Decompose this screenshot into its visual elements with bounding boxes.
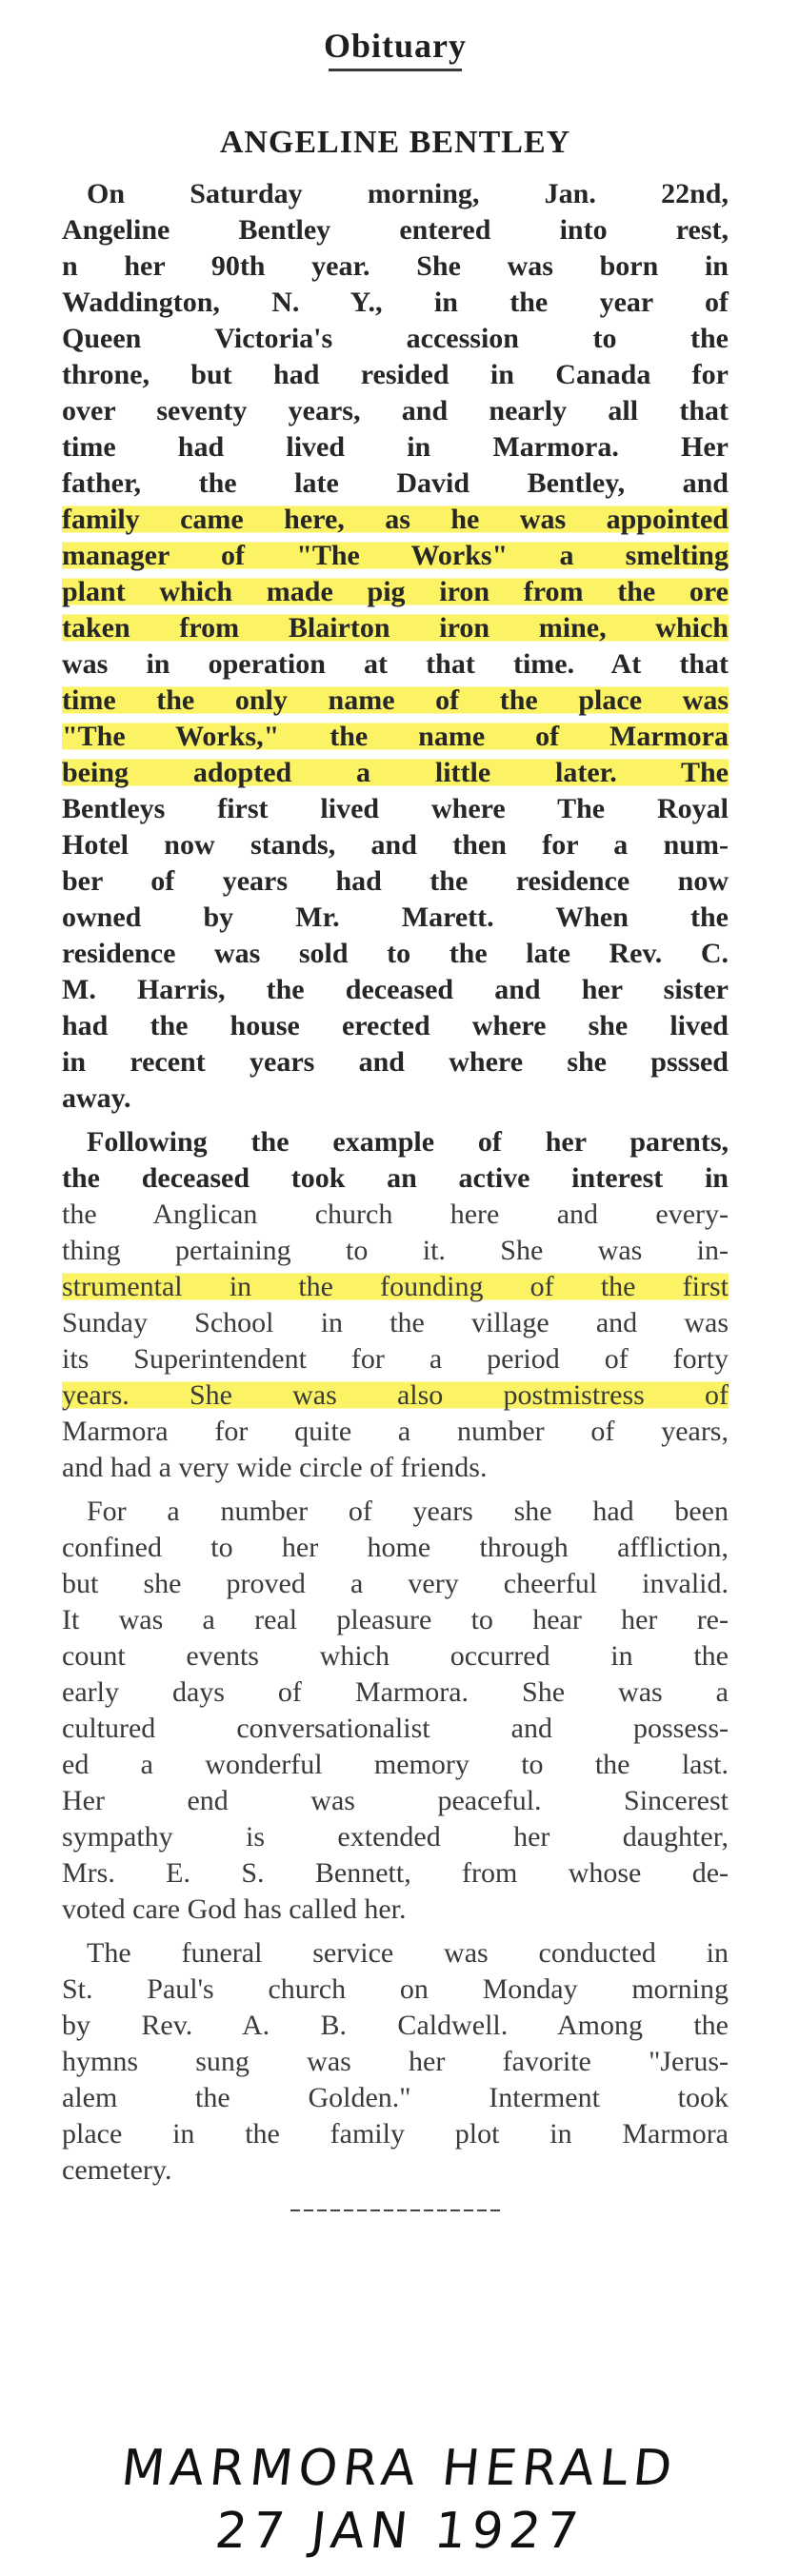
line-text: Mrs. E. S. Bennett, from whose de- — [62, 1857, 729, 1889]
text-line — [62, 538, 729, 574]
handwritten-date: 27 JAN 1927 — [212, 2503, 587, 2560]
text-line — [62, 1602, 729, 1638]
text-line — [62, 1674, 729, 1711]
line-text: father, the late David Bentley, and — [62, 467, 729, 499]
text-line — [62, 1566, 729, 1602]
highlighted-text: years. She was also postmistress of — [62, 1379, 729, 1411]
text-line — [62, 321, 729, 357]
line-text: Marmora for quite a number of years, — [62, 1416, 729, 1447]
line-text: Following the example of her parents, — [87, 1126, 729, 1158]
line-text: owned by Mr. Marett. When the — [62, 902, 729, 933]
line-text: n her 90th year. She was born in — [62, 250, 729, 282]
line-text: M. Harris, the deceased and her sister — [62, 974, 729, 1005]
line-text: Queen Victoria's accession to the — [62, 323, 729, 354]
text-line — [62, 1197, 729, 1233]
line-text: alem the Golden." Interment took — [62, 2082, 729, 2113]
line-text: early days of Marmora. She was a — [62, 1676, 729, 1708]
line-text: Waddington, N. Y., in the year of — [62, 287, 729, 318]
line-text: in recent years and where she psssed — [62, 1046, 729, 1078]
paragraph — [62, 1935, 729, 2189]
text-line — [62, 1341, 729, 1377]
line-text: Angeline Bentley entered into rest, — [62, 214, 729, 246]
text-line — [62, 1377, 729, 1414]
text-line — [62, 646, 729, 683]
text-line — [62, 1233, 729, 1269]
line-text: thing pertaining to it. She was in- — [62, 1235, 729, 1266]
text-line — [62, 502, 729, 538]
line-text: It was a real pleasure to hear her re- — [62, 1604, 729, 1635]
text-line — [62, 1269, 729, 1305]
line-text: hymns sung was her favorite "Jerus- — [62, 2046, 729, 2077]
line-text: sympathy is extended her daughter, — [62, 1821, 729, 1853]
line-text: ber of years had the residence now — [62, 865, 729, 897]
newspaper-clipping — [62, 17, 729, 2397]
line-text: time had lived in Marmora. Her — [62, 431, 729, 463]
text-line — [62, 1494, 729, 1530]
line-text: was in operation at that time. At that — [62, 648, 729, 680]
text-line — [62, 1160, 729, 1197]
text-line — [62, 972, 729, 1008]
text-line — [62, 2116, 729, 2152]
line-text: voted care God has called her. — [62, 1893, 407, 1925]
line-text: For a number of years she had been — [87, 1496, 729, 1527]
paragraph — [62, 1124, 729, 1486]
paragraph — [62, 176, 729, 1117]
line-text: the deceased took an active interest in — [62, 1162, 729, 1194]
paragraph — [62, 1494, 729, 1928]
line-text: ed a wonderful memory to the last. — [62, 1749, 729, 1780]
text-line — [62, 212, 729, 248]
highlighted-text: strumental in the founding of the first — [62, 1271, 729, 1302]
text-line — [62, 719, 729, 755]
line-text: by Rev. A. B. Caldwell. Among the — [62, 2010, 729, 2041]
line-text: Sunday School in the village and was — [62, 1307, 729, 1338]
deceased-name: ANGELINE BENTLEY — [219, 125, 571, 160]
text-line — [62, 2080, 729, 2116]
line-text: confined to her home through affliction, — [62, 1532, 729, 1563]
line-text: but she proved a very cheerful invalid. — [62, 1568, 729, 1599]
line-text: St. Paul's church on Monday morning — [62, 1973, 729, 2005]
text-line — [62, 176, 729, 212]
text-line — [62, 1819, 729, 1855]
text-line — [62, 936, 729, 972]
text-line — [62, 1892, 729, 1928]
text-line — [62, 1530, 729, 1566]
header-underline — [329, 69, 462, 71]
text-line — [62, 610, 729, 646]
text-line — [62, 1747, 729, 1783]
text-line — [62, 1414, 729, 1450]
line-text: residence was sold to the late Rev. C. — [62, 938, 729, 969]
highlighted-text: manager of "The Works" a smelting — [62, 540, 729, 571]
text-line — [62, 2152, 729, 2189]
line-text: The funeral service was conducted in — [87, 1937, 729, 1969]
highlighted-text: family came here, as he was appointed — [62, 504, 729, 535]
text-line — [62, 285, 729, 321]
text-line — [62, 791, 729, 827]
section-header: Obituary — [323, 27, 467, 65]
text-line — [62, 1935, 729, 1972]
text-line — [62, 1080, 729, 1117]
text-line — [62, 863, 729, 900]
text-line — [62, 1305, 729, 1341]
text-line — [62, 429, 729, 466]
text-line — [62, 2008, 729, 2044]
text-line — [62, 1711, 729, 1747]
text-line — [62, 1008, 729, 1044]
text-line — [62, 683, 729, 719]
text-line — [62, 574, 729, 610]
handwritten-source: MARMORA HERALD — [118, 2440, 681, 2497]
line-text: away. — [62, 1082, 131, 1114]
text-line — [62, 755, 729, 791]
handwritten-annotation — [0, 2437, 799, 2563]
text-line — [62, 1783, 729, 1819]
highlighted-text: plant which made pig iron from the ore — [62, 576, 729, 607]
text-line — [62, 357, 729, 393]
line-text: throne, but had resided in Canada for — [62, 359, 729, 390]
text-line — [62, 393, 729, 429]
text-line — [62, 466, 729, 502]
line-text: On Saturday morning, Jan. 22nd, — [87, 178, 729, 209]
text-line — [62, 827, 729, 863]
line-text: cemetery. — [62, 2154, 172, 2186]
end-divider — [290, 2209, 500, 2211]
line-text: Her end was peaceful. Sincerest — [62, 1785, 729, 1816]
highlighted-text: "The Works," the name of Marmora — [62, 721, 729, 752]
highlighted-text: taken from Blairton iron mine, which — [62, 612, 729, 644]
text-line — [62, 1638, 729, 1674]
text-line — [62, 2044, 729, 2080]
line-text: over seventy years, and nearly all that — [62, 395, 729, 426]
text-line — [62, 1972, 729, 2008]
line-text: its Superintendent for a period of forty — [62, 1343, 729, 1375]
line-text: place in the family plot in Marmora — [62, 2118, 729, 2150]
text-line — [62, 1124, 729, 1160]
line-text: cultured conversationalist and possess- — [62, 1713, 729, 1744]
text-line — [62, 1044, 729, 1080]
line-text: Bentleys first lived where The Royal — [62, 793, 729, 824]
text-line — [62, 900, 729, 936]
text-line — [62, 1855, 729, 1892]
line-text: and had a very wide circle of friends. — [62, 1452, 488, 1483]
line-text: the Anglican church here and every- — [62, 1199, 729, 1230]
highlighted-text: being adopted a little later. The — [62, 757, 729, 788]
text-line — [62, 1450, 729, 1486]
text-line — [62, 248, 729, 285]
obituary-body — [62, 176, 729, 2189]
highlighted-text: time the only name of the place was — [62, 684, 729, 716]
line-text: count events which occurred in the — [62, 1640, 729, 1672]
line-text: had the house erected where she lived — [62, 1010, 729, 1041]
line-text: Hotel now stands, and then for a num- — [62, 829, 729, 861]
